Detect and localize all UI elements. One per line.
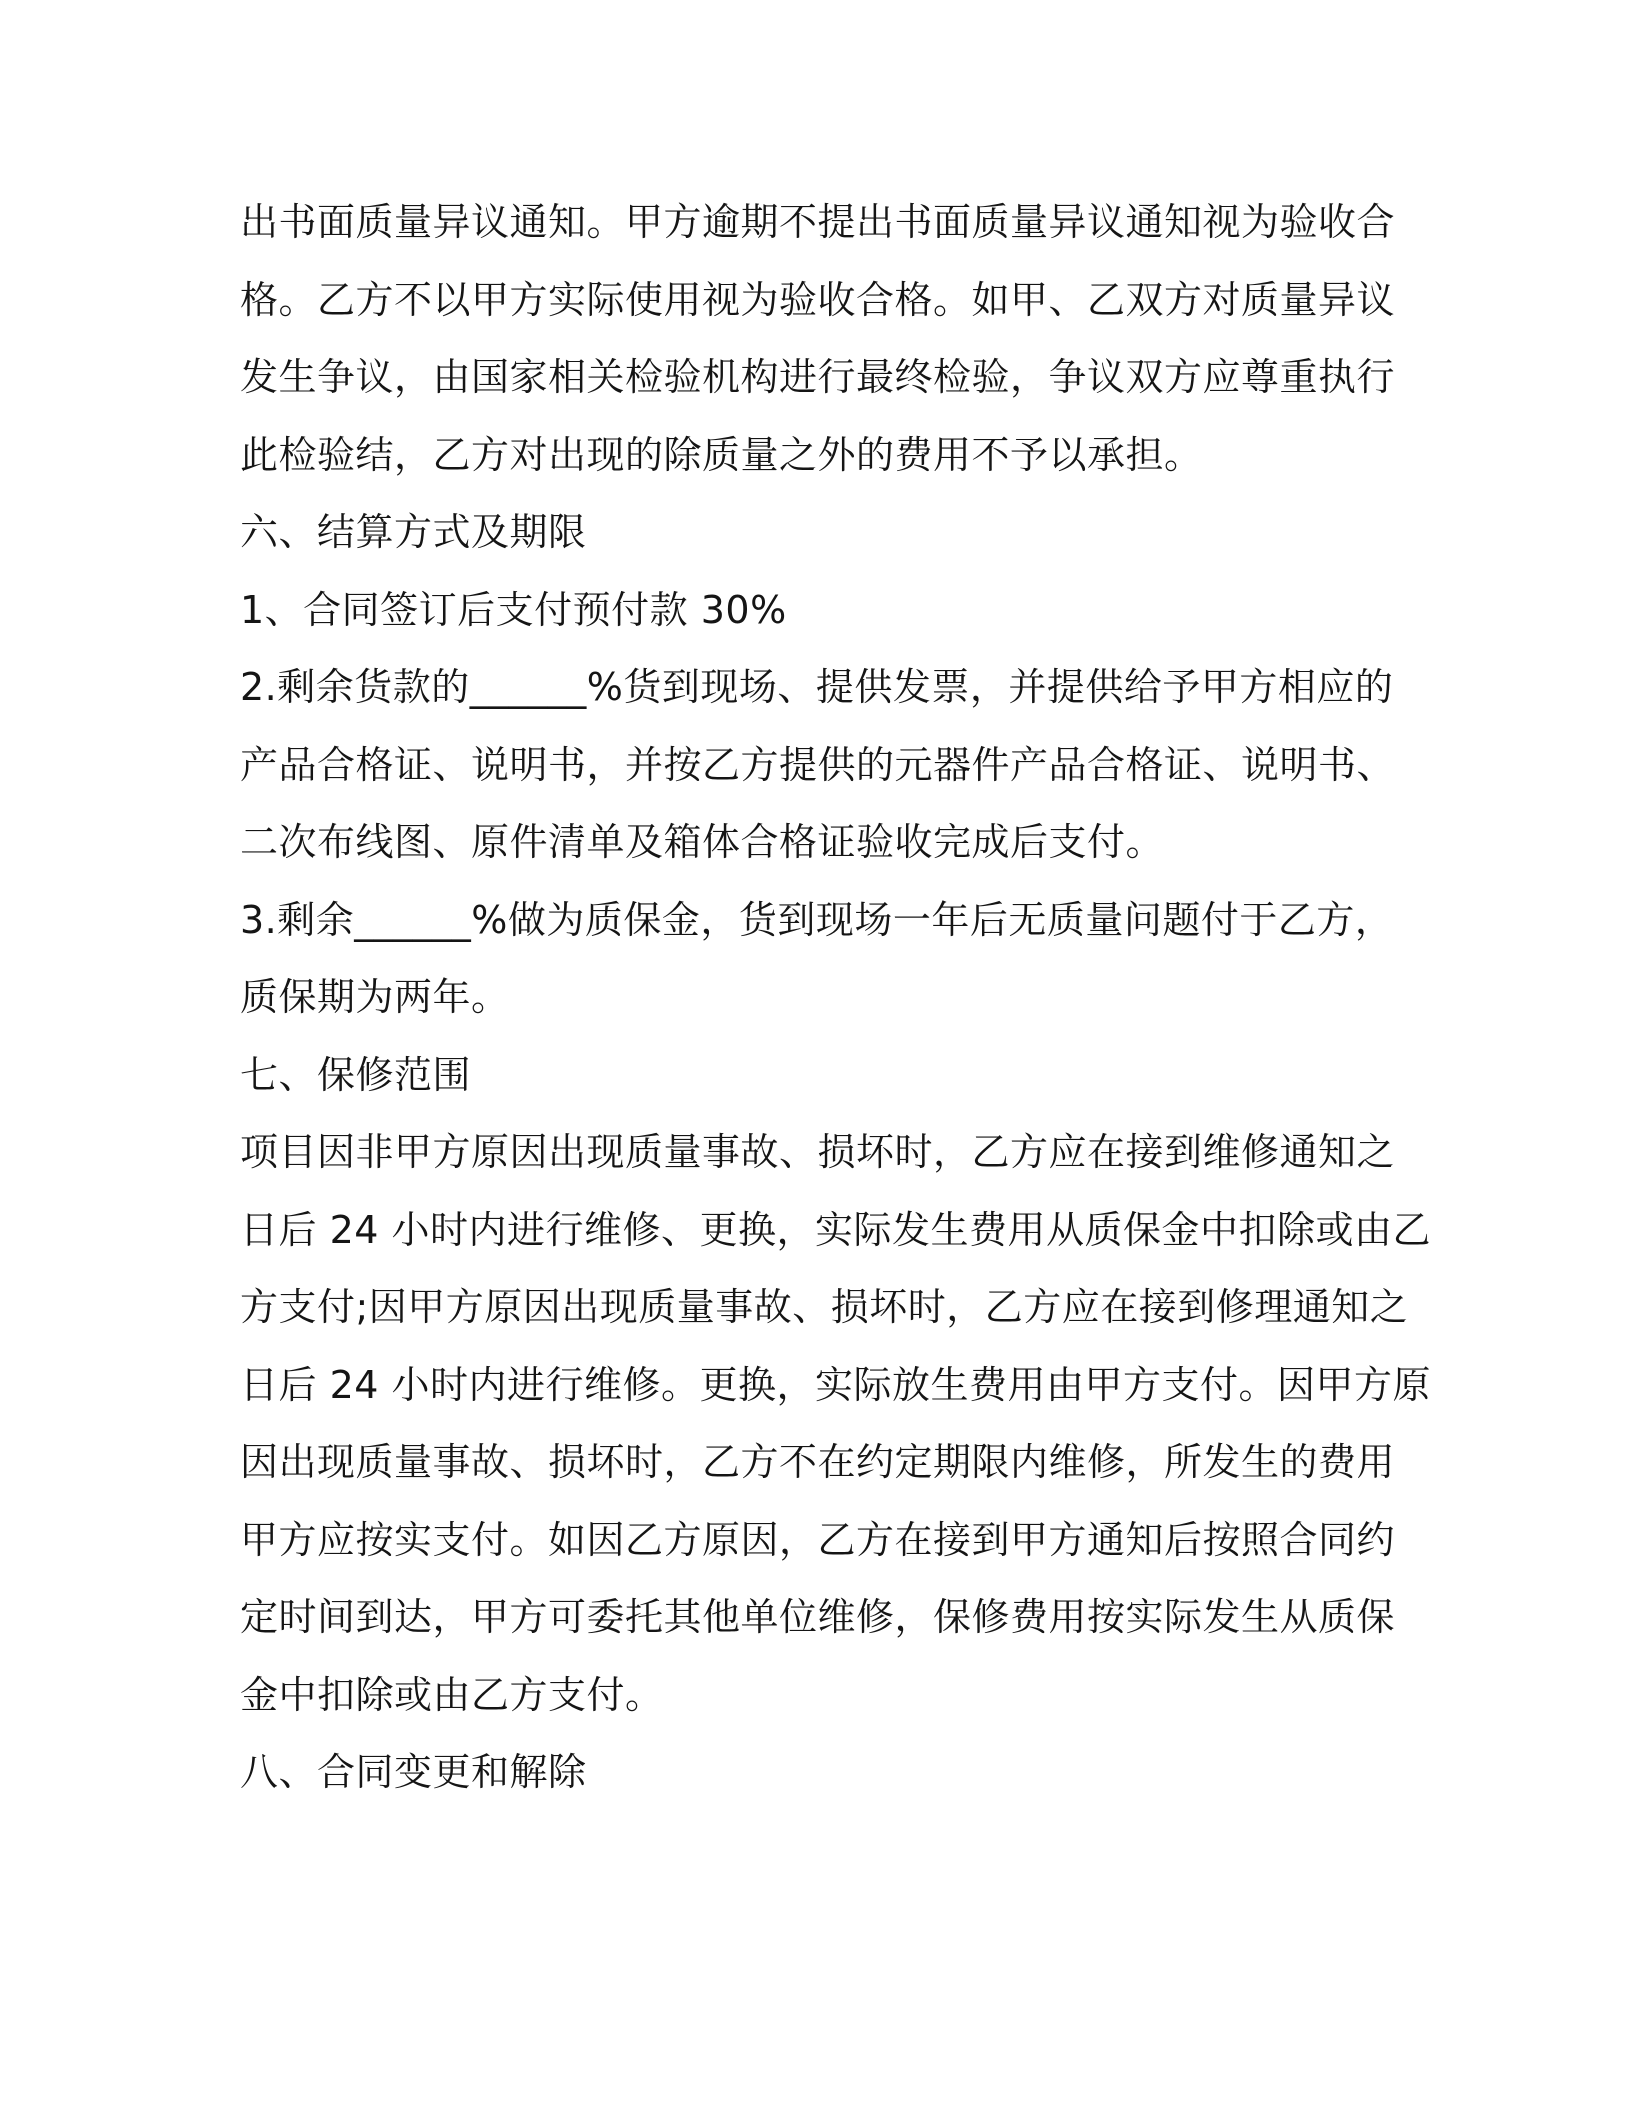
section-heading-settlement: 六、结算方式及期限 [240,510,587,554]
paragraph-line: 发生争议，由国家相关检验机构进行最终检验，争议双方应尊重执行 [240,355,1396,399]
section-heading-contract-change: 八、合同变更和解除 [240,1750,587,1794]
paragraph-line: 格。乙方不以甲方实际使用视为验收合格。如甲、乙双方对质量异议 [240,277,1396,322]
section-heading-warranty: 七、保修范围 [240,1052,472,1097]
paragraph-line: 产品合格证、说明书，并按乙方提供的元器件产品合格证、说明书、 [240,742,1396,787]
paragraph-line: 质保期为两年。 [240,975,510,1019]
list-item: 1、合同签订后支付预付款 30% [240,587,787,632]
paragraph-line: 日后 24 小时内进行维修。更换，实际放生费用由甲方支付。因甲方原 [240,1362,1432,1407]
paragraph-line: 因出现质量事故、损坏时，乙方不在约定期限内维修，所发生的费用 [240,1440,1396,1484]
list-item: 2.剩余货款的______%货到现场、提供发票，并提供给予甲方相应的 [240,665,1394,709]
paragraph-line: 金中扣除或由乙方支付。 [240,1672,664,1717]
paragraph-line: 此检验结，乙方对出现的除质量之外的费用不予以承担。 [240,432,1203,477]
paragraph-line: 定时间到达，甲方可委托其他单位维修，保修费用按实际发生从质保 [240,1595,1396,1639]
paragraph-line: 日后 24 小时内进行维修、更换，实际发生费用从质保金中扣除或由乙 [240,1207,1432,1252]
paragraph-line: 出书面质量异议通知。甲方逾期不提出书面质量异议通知视为验收合 [240,200,1396,244]
paragraph-line: 方支付;因甲方原因出现质量事故、损坏时，乙方应在接到修理通知之 [240,1285,1409,1329]
paragraph-line: 甲方应按实支付。如因乙方原因，乙方在接到甲方通知后按照合同约 [240,1517,1396,1562]
document-body [240,184,1432,1812]
list-item: 3.剩余______%做为质保金，货到现场一年后无质量问题付于乙方， [240,897,1394,942]
paragraph-line: 二次布线图、原件清单及箱体合格证验收完成后支付。 [240,820,1165,864]
paragraph-line: 项目因非甲方原因出现质量事故、损坏时，乙方应在接到维修通知之 [240,1130,1396,1174]
